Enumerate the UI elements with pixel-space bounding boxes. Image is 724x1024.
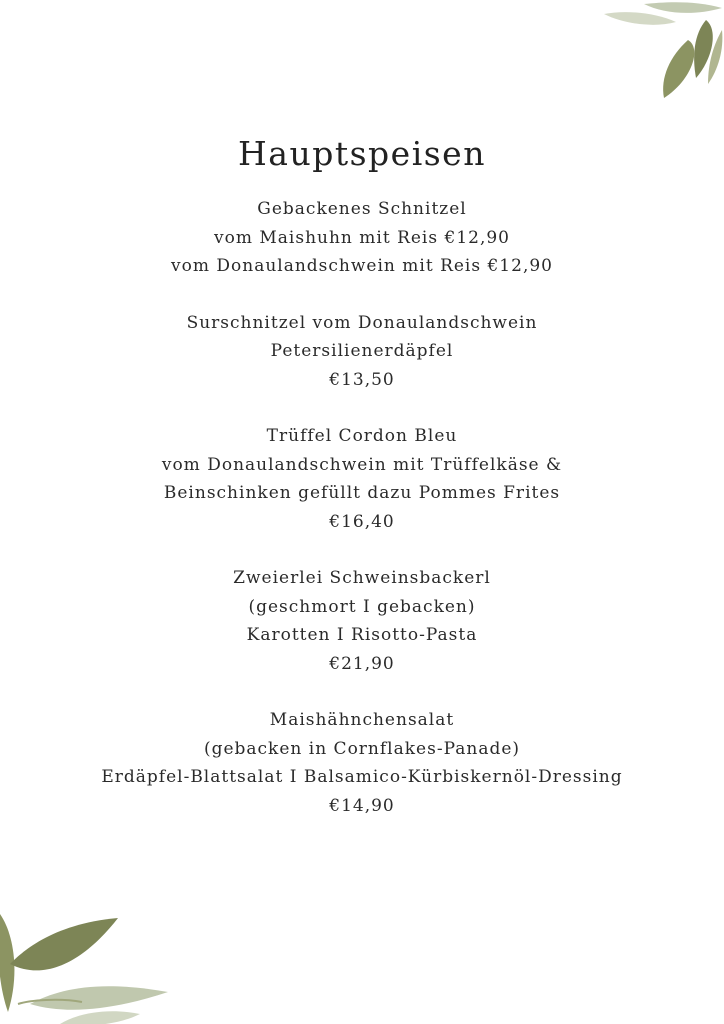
- dish-item: [0, 706, 724, 820]
- dish-item: [0, 564, 724, 678]
- dish-name: Zweierlei Schweinsbackerl: [233, 568, 491, 588]
- dish-price: €16,40: [329, 511, 395, 532]
- dish-list: [0, 195, 724, 848]
- dish-detail: vom Donaulandschwein mit Reis €12,90: [171, 256, 553, 276]
- olive-leaves-icon: [584, 0, 724, 110]
- dish-detail: (gebacken in Cornflakes-Panade): [203, 738, 521, 759]
- dish-price: €21,90: [329, 653, 395, 674]
- dish-detail: vom Donaulandschwein mit Trüffelkäse &: [161, 454, 563, 475]
- dish-item: [0, 195, 724, 281]
- dish-detail: Erdäpfel-Blattsalat I Balsamico-Kürbiskernöl-Dressing: [101, 767, 623, 787]
- dish-detail: Petersilienerdäpfel: [270, 341, 454, 361]
- dish-name: Surschnitzel vom Donaulandschwein: [186, 312, 538, 333]
- dish-detail: Beinschinken gefüllt dazu Pommes Frites: [163, 483, 561, 503]
- page-title: Hauptspeisen: [238, 134, 486, 173]
- olive-leaves-icon: [0, 904, 170, 1024]
- dish-detail: Karotten I Risotto-Pasta: [246, 625, 478, 645]
- dish-name: Trüffel Cordon Bleu: [266, 426, 458, 446]
- dish-item: [0, 309, 724, 395]
- dish-price: €14,90: [329, 795, 395, 816]
- dish-price: €13,50: [329, 369, 395, 390]
- dish-item: [0, 422, 724, 536]
- dish-name: Gebackenes Schnitzel: [257, 199, 467, 219]
- dish-detail: vom Maishuhn mit Reis €12,90: [214, 227, 510, 248]
- dish-detail: (geschmort I gebacken): [248, 596, 476, 617]
- dish-name: Maishähnchensalat: [269, 710, 455, 730]
